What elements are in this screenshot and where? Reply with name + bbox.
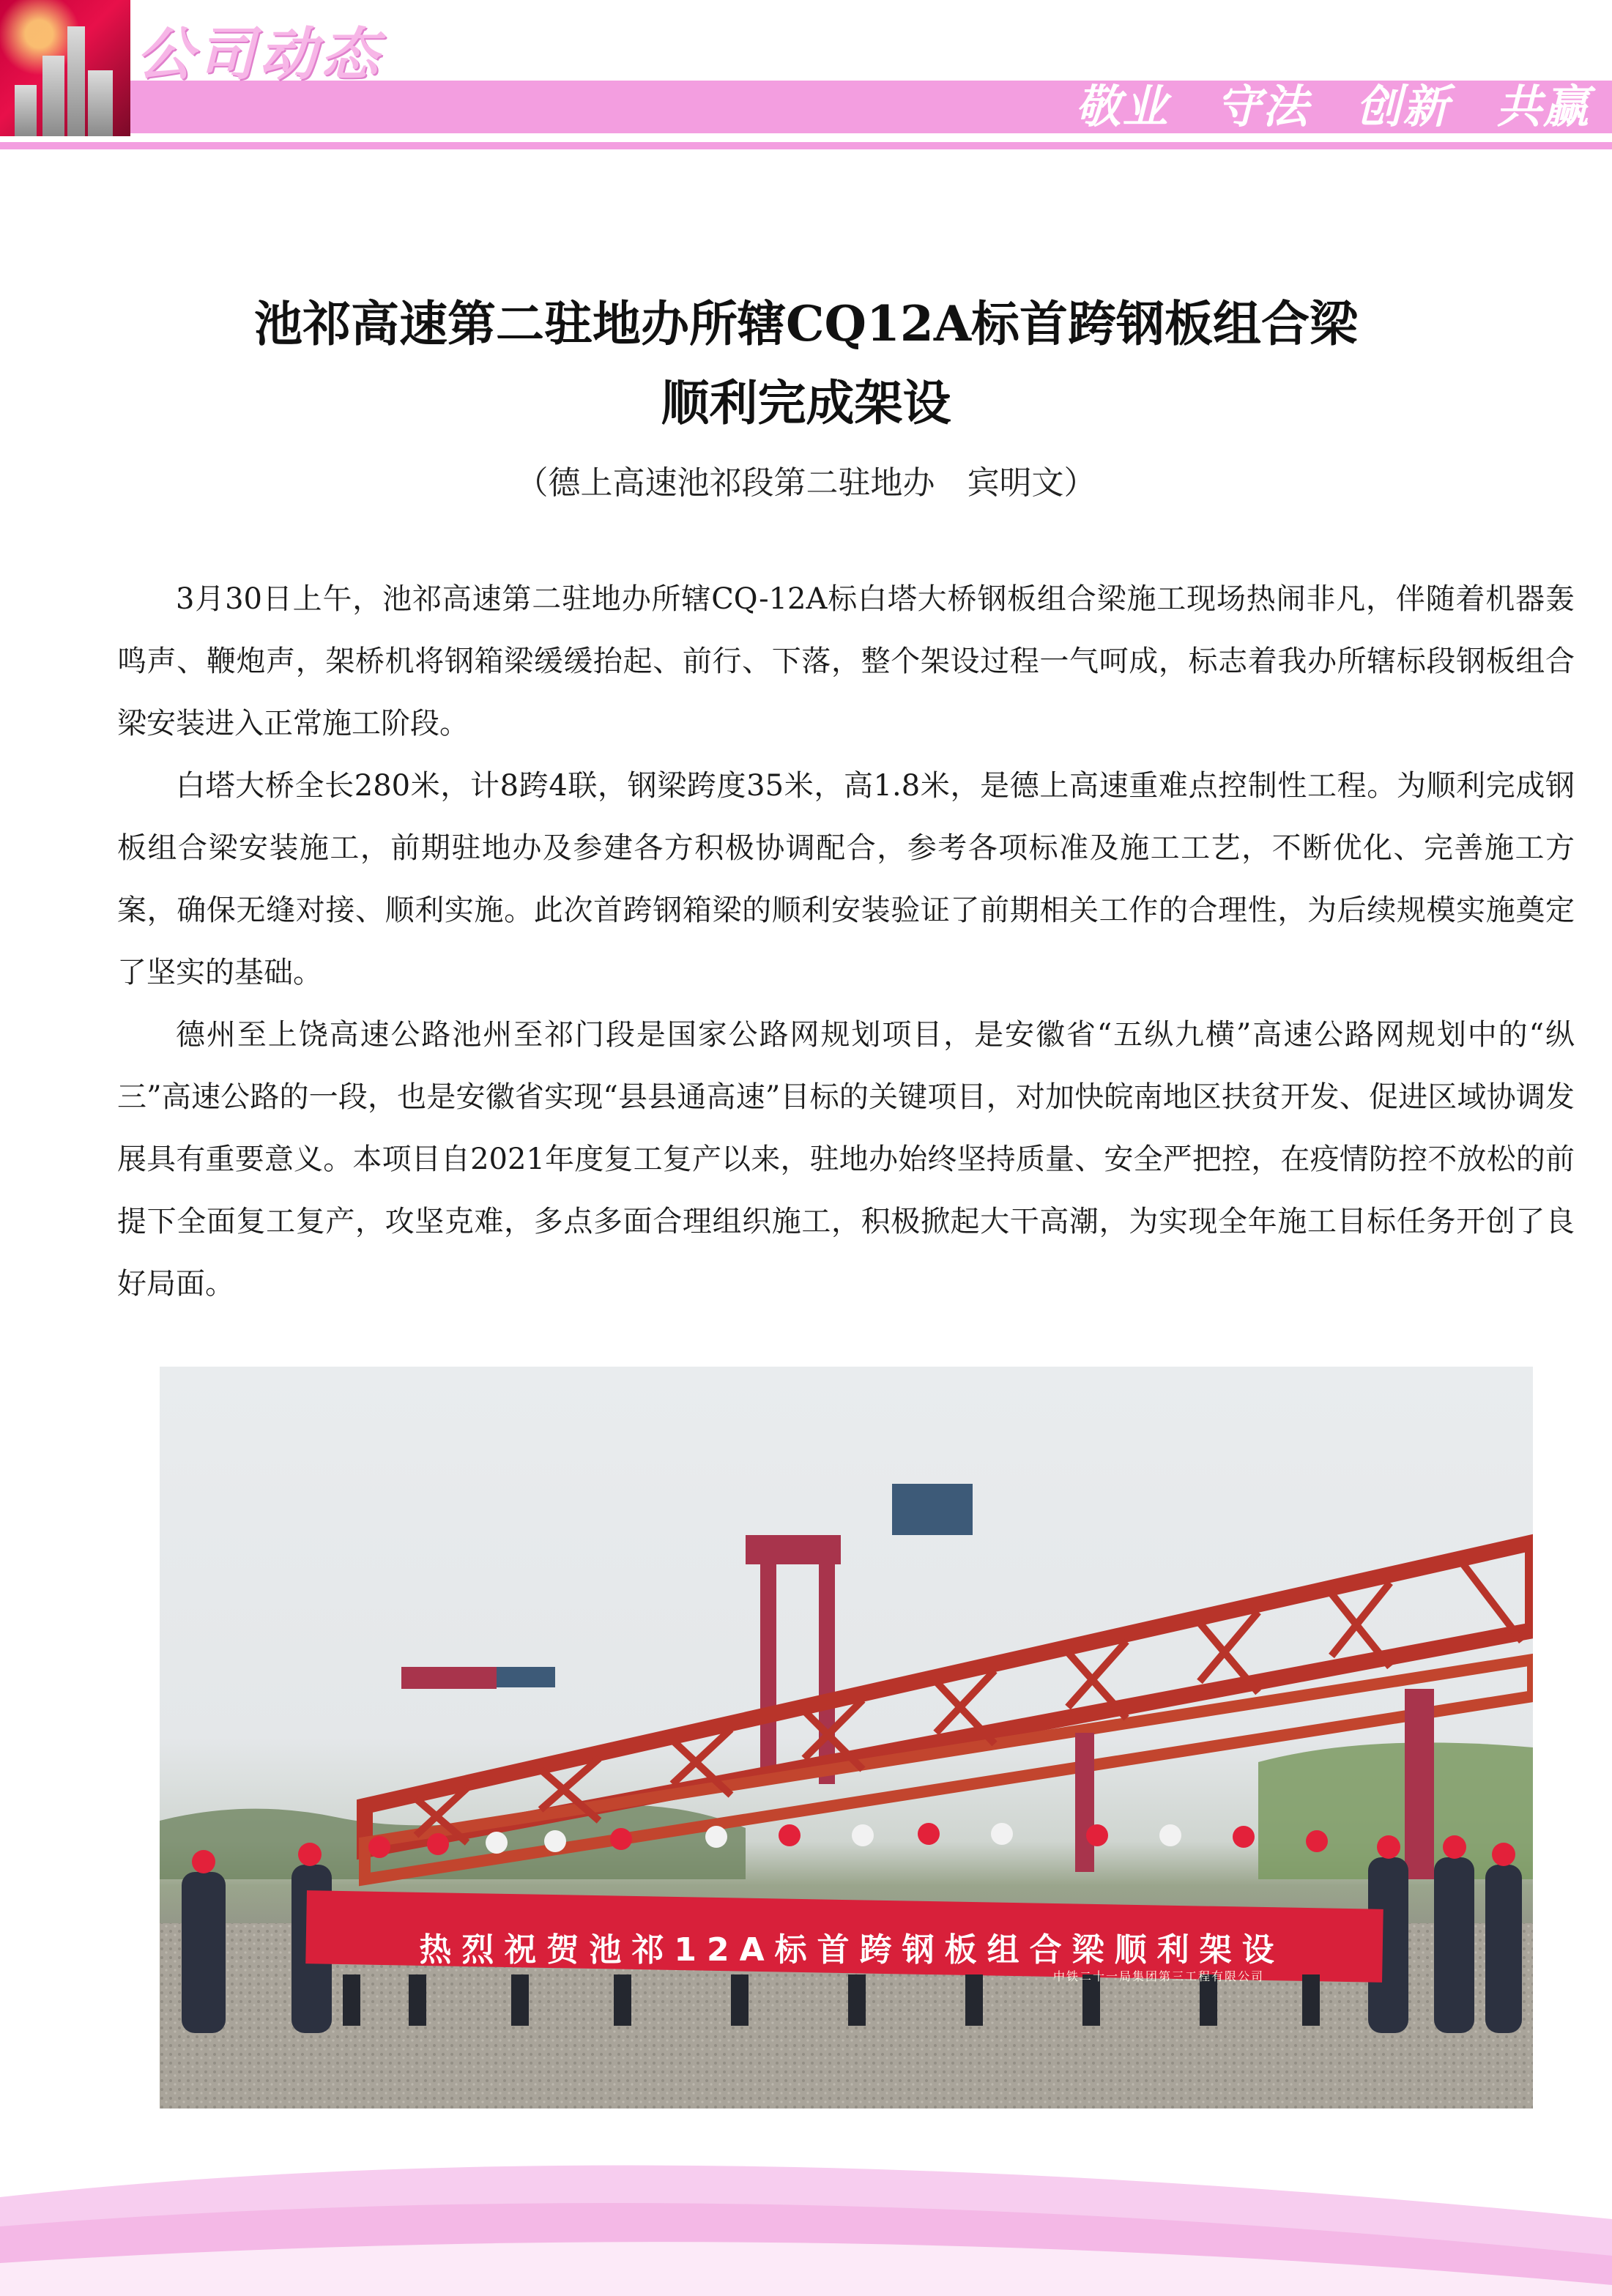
article-byline: （德上高速池祁段第二驻地办 宾明文）	[516, 464, 1096, 502]
article-title-line1: 池祁高速第二驻地办所辖CQ12A标首跨钢板组合梁	[253, 295, 1359, 352]
footer-decoration	[0, 2139, 1612, 2296]
paragraph: 白塔大桥全长280米，计8跨4联，钢梁跨度35米，高1.8米，是德上高速重难点控制性工程。为顺利完成钢板组合梁安装施工，前期驻地办及参建各方积极协调配合，参考各项标准及施工工艺，不断优化、完善施工方案，确保无缝对接、顺利实施。此次首跨钢箱梁的顺利安装验证了前期相关工作的合理性，为后续规模实施奠定了坚实的基础。	[117, 769, 1575, 989]
header-divider	[0, 142, 1612, 149]
paragraph: 德州至上饶高速公路池州至祁门段是国家公路网规划项目，是安徽省“五纵九横”高速公路网规划中的“纵三”高速公路的一段，也是安徽省实现“县县通高速”目标的关键项目，对加快皖南地区扶贫开发、促进区域协调发展具有重要意义。本项目自2021年度复工复产以来，驻地办始终坚持质量、安全严把控，在疫情防控不放松的前提下全面复工复产，攻坚克难，多点多面合理组织施工，积极掀起大干高潮，为实现全年施工目标任务开创了良好局面。	[117, 1018, 1575, 1301]
section-title: 公司动态	[136, 22, 383, 88]
photo-banner-subtext: 中铁二十一局集团第三工程有限公司	[1053, 1969, 1265, 1983]
photo-illustration	[160, 1367, 1533, 2109]
article-title-line2: 顺利完成架设	[661, 374, 951, 431]
header-slogan: 敬业 守法 创新 共赢	[1075, 80, 1590, 133]
photo-banner-text: 热烈祝贺池祁12A标首跨钢板组合梁顺利架设	[419, 1931, 1285, 1969]
paragraph: 3月30日上午，池祁高速第二驻地办所辖CQ-12A标白塔大桥钢板组合梁施工现场热闹非凡，伴随着机器轰鸣声、鞭炮声，架桥机将钢箱梁缓缓抬起、前行、下落，整个架设过程一气呵成，标志着我办所辖标段钢板组合梁安装进入正常施工阶段。	[117, 582, 1575, 740]
bridge-erection-photo	[160, 1367, 1533, 2109]
header-city-logo	[0, 0, 130, 136]
article-body	[117, 568, 1575, 1315]
